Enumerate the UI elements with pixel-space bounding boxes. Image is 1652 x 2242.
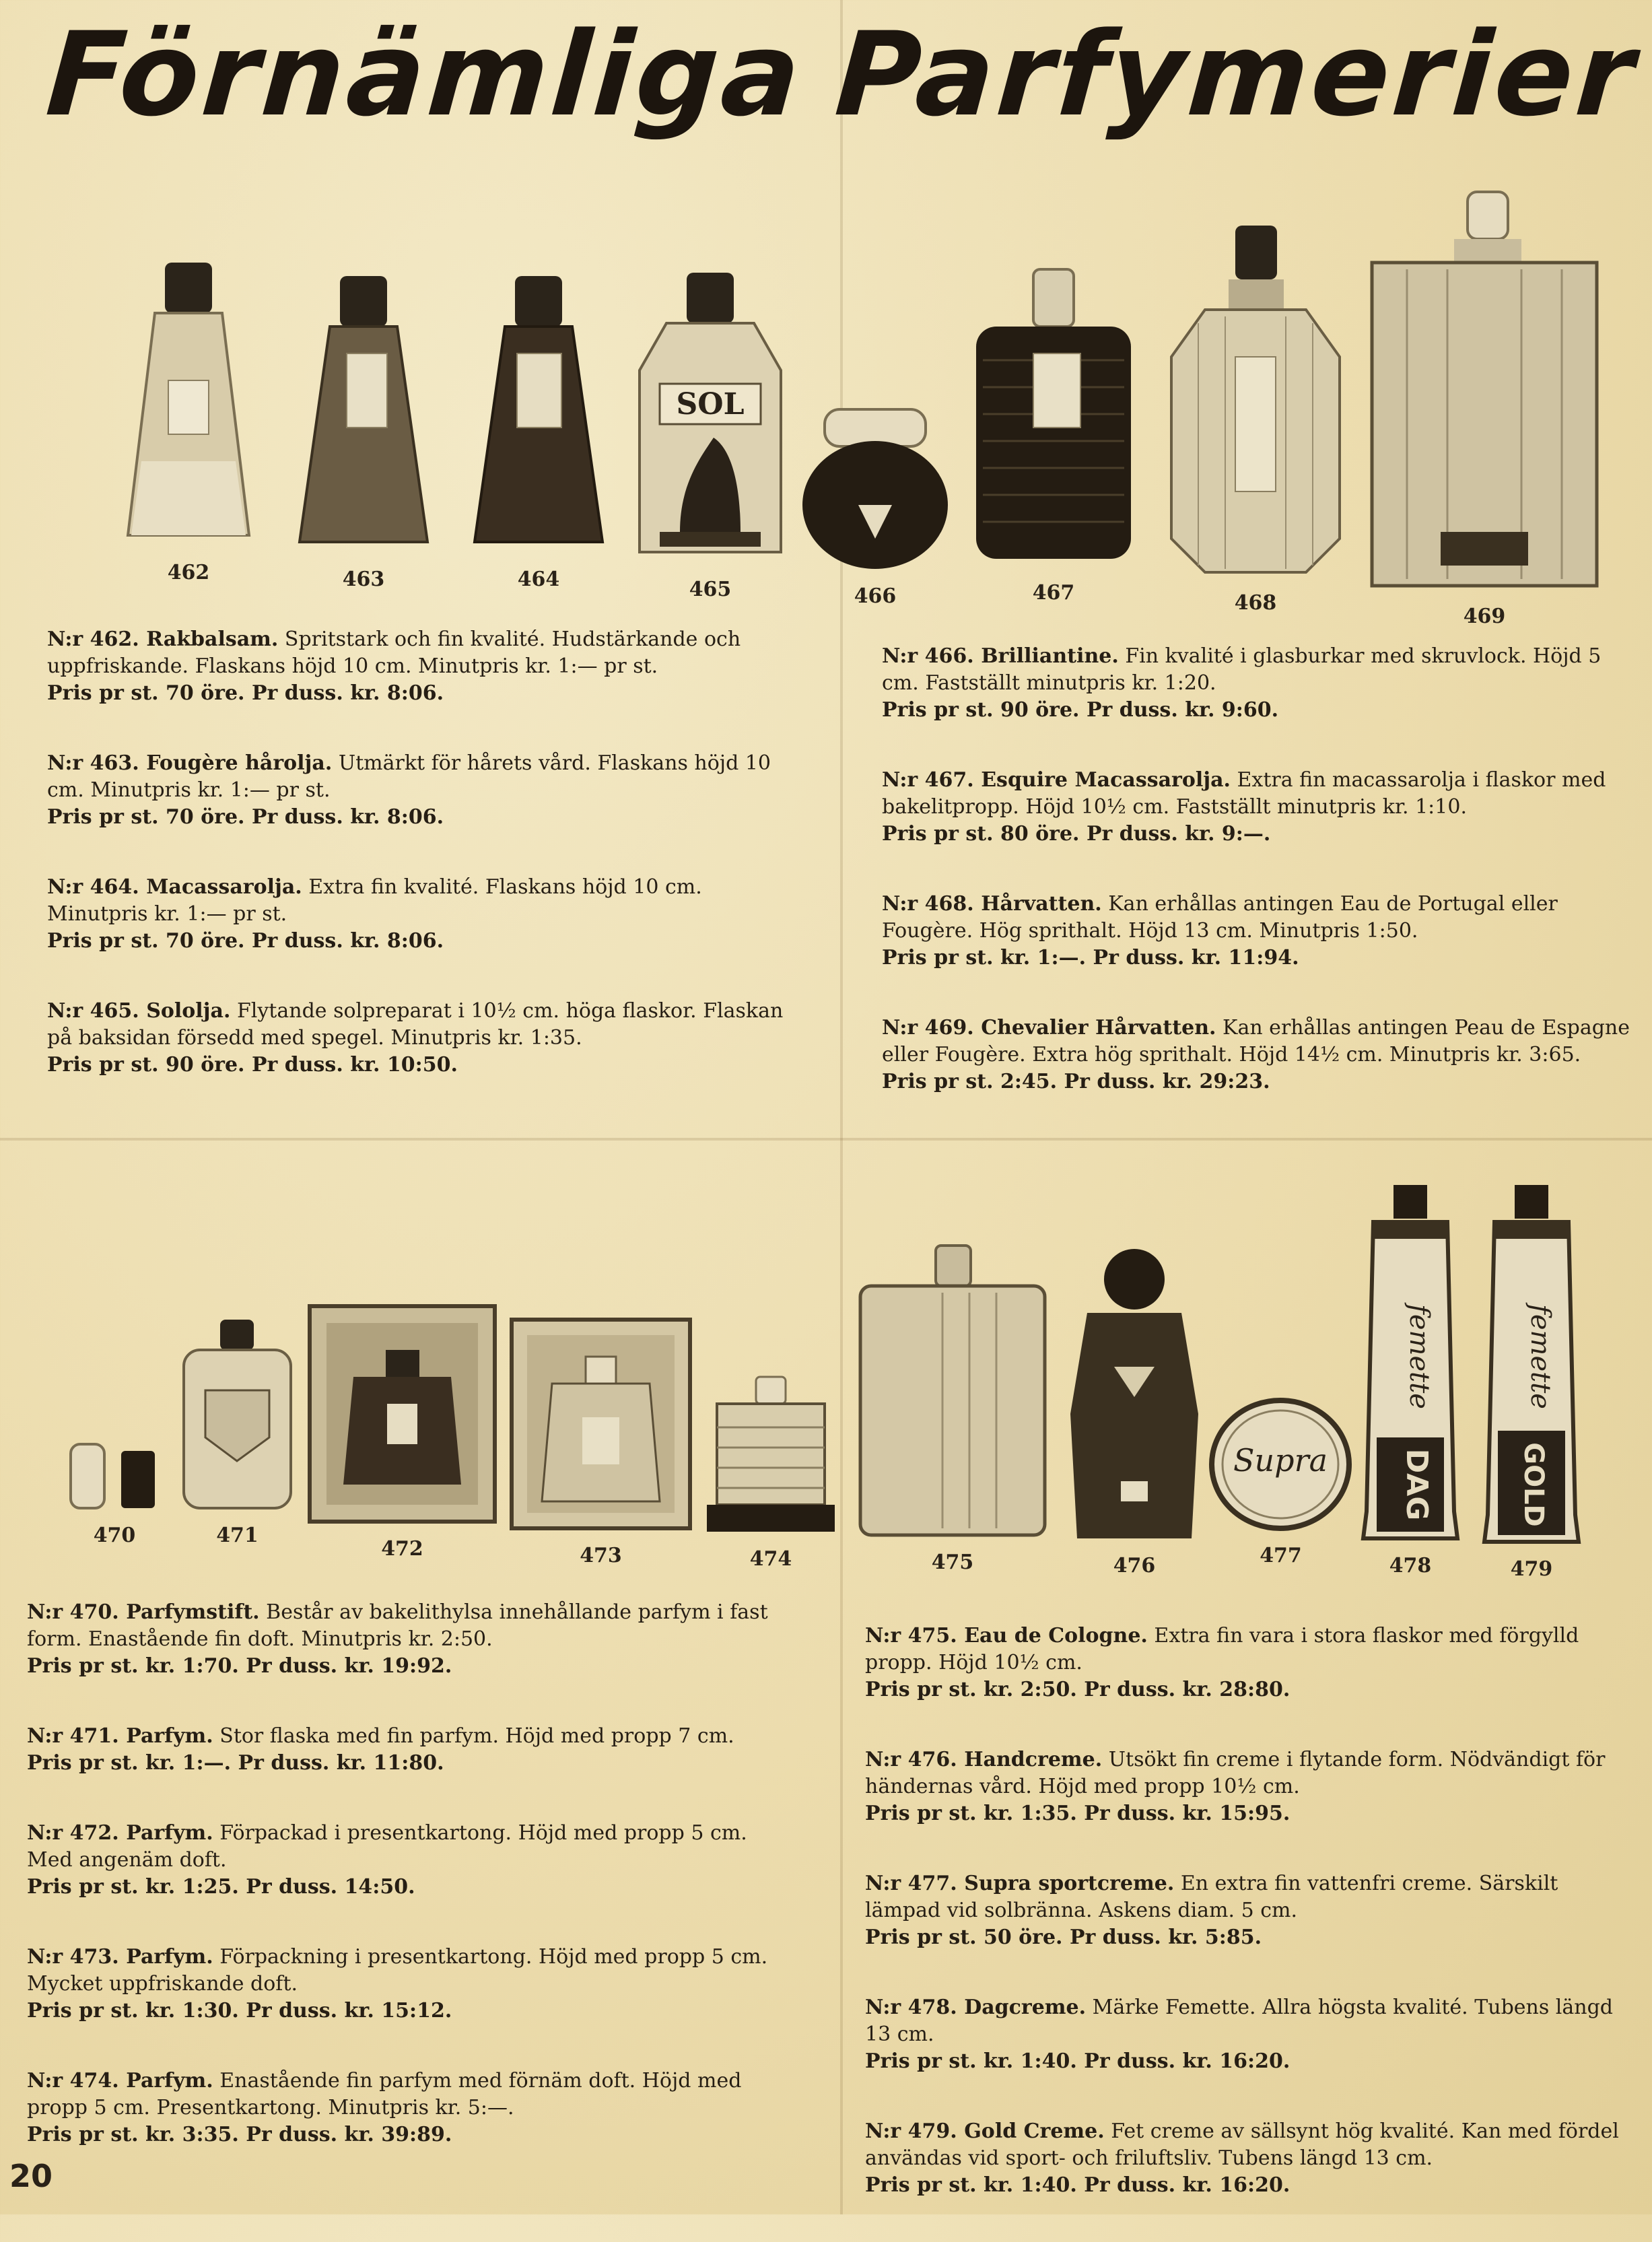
product-number: 476 [1113,1554,1156,1577]
product-465 [633,269,788,601]
product-462 [114,259,263,584]
product-number: 472 [381,1537,423,1561]
entry-470 [27,1599,788,1680]
sol-label: SOL [676,387,745,421]
entry-heading: N:r 468. Hårvatten. [882,892,1102,916]
entry-heading: N:r 463. Fougère hårolja. [47,751,333,775]
entry-text: Förpackning i presentkartong. Höjd med propp 5 cm. Mycket uppfriskande doft. [27,1945,768,1996]
parfym-gift-box-2-image [508,1316,693,1532]
gold-creme-tube-image [1481,1182,1582,1545]
product-number: 477 [1260,1544,1302,1567]
entry-heading: N:r 477. Supra sportcreme. [865,1872,1175,1895]
femette-label: femette [1404,1304,1435,1409]
product-479 [1481,1182,1582,1581]
product-number: 471 [216,1524,259,1547]
chevalier-bottle-image [1367,189,1602,592]
entry-469 [882,1015,1636,1095]
entry-heading: N:r 465. Sololja. [47,999,231,1023]
title-word-1: Förnämliga [42,6,808,142]
entry-heading: N:r 476. Handcreme. [865,1748,1103,1771]
entry-price: Pris pr st. kr. 1:30. Pr duss. kr. 15:12. [27,1999,452,2023]
entry-price: Pris pr st. 70 öre. Pr duss. kr. 8:06. [47,681,444,705]
product-473 [508,1316,693,1567]
description-column-top-right [882,643,1636,1139]
entry-477 [865,1870,1626,1951]
product-number: 465 [689,578,732,601]
product-number: 469 [1463,605,1506,628]
sololja-bottle-image [633,269,788,566]
product-number: 464 [517,568,560,591]
product-number: 468 [1234,591,1277,615]
entry-471 [27,1723,788,1777]
entry-price: Pris pr st. kr. 1:70. Pr duss. kr. 19:92. [27,1654,452,1678]
entry-476 [865,1746,1626,1827]
entry-price: Pris pr st. 80 öre. Pr duss. kr. 9:—. [882,822,1271,846]
entry-text: Enastående fin parfym med förnäm doft. Höjd med propp 5 cm. Presentkartong. Minutpris kr. 5:—. [27,2069,742,2119]
entry-heading: N:r 466. Brilliantine. [882,644,1119,668]
entry-price: Pris pr st. kr. 1:35. Pr duss. kr. 15:95. [865,1802,1290,1825]
product-466 [798,404,953,608]
dagcreme-tube-image [1360,1182,1461,1542]
entry-heading: N:r 472. Parfym. [27,1821,213,1845]
entry-heading: N:r 479. Gold Creme. [865,2119,1105,2143]
product-463 [289,273,438,591]
entry-heading: N:r 471. Parfym. [27,1724,213,1748]
entry-text: Flytande solpreparat i 10½ cm. höga flaskor. Flaskan på baksidan försedd med spegel. Minutpris kr. 1:35. [47,999,784,1050]
entry-price: Pris pr st. kr. 1:25. Pr duss. 14:50. [27,1875,415,1899]
entry-price: Pris pr st. 70 öre. Pr duss. kr. 8:06. [47,805,444,829]
entry-heading: N:r 470. Parfymstift. [27,1600,260,1624]
entry-462 [47,626,808,707]
entry-text: Består av bakelithylsa innehållande parfym i fast form. Enastående fin doft. Minutpris kr. 2:50. [27,1600,768,1651]
handcreme-bottle-image [1067,1246,1202,1542]
product-467 [969,266,1138,605]
entry-text: Extra fin kvalité. Flaskans höjd 10 cm. Minutpris kr. 1:— pr st. [47,875,702,926]
product-number: 473 [580,1544,622,1567]
eau-de-cologne-bottle-image [855,1242,1050,1538]
entry-466 [882,643,1636,724]
entry-text: Extra fin vara i stora flaskor med förgylld propp. Höjd 10½ cm. [865,1624,1579,1674]
entry-text: En extra fin vattenfri creme. Särskilt lämpad vid solbränna. Askens diam. 5 cm. [865,1872,1558,1922]
entry-text: Fet creme av sällsynt hög kvalité. Kan med fördel användas vid sport- och friluftsliv. Tubens längd 13 cm. [865,2119,1619,2170]
product-number: 463 [342,568,385,591]
supra-label: Supra [1233,1442,1328,1479]
product-number: 467 [1032,581,1075,605]
product-471 [178,1316,296,1547]
entry-heading: N:r 474. Parfym. [27,2069,213,2093]
product-464 [464,273,613,591]
entry-heading: N:r 464. Macassarolja. [47,875,302,899]
product-470 [64,1437,165,1547]
product-number: 479 [1510,1557,1553,1581]
entry-price: Pris pr st. kr. 1:40. Pr duss. kr. 16:20. [865,2173,1290,2197]
entry-heading: N:r 467. Esquire Macassarolja. [882,768,1231,792]
product-469 [1367,189,1602,628]
entry-price: Pris pr st. 70 öre. Pr duss. kr. 8:06. [47,929,444,953]
product-number: 478 [1389,1554,1432,1577]
entry-heading: N:r 475. Eau de Cologne. [865,1624,1148,1647]
entry-heading: N:r 462. Rakbalsam. [47,627,279,651]
entry-text: Förpackad i presentkartong. Höjd med propp 5 cm. Med angenäm doft. [27,1821,747,1872]
page-number: 20 [9,2158,53,2194]
entry-price: Pris pr st. kr. 1:—. Pr duss. kr. 11:80. [27,1751,444,1775]
entry-467 [882,767,1636,848]
entry-price: Pris pr st. kr. 1:—. Pr duss. kr. 11:94. [882,946,1299,970]
brilliantine-jar-image [798,404,953,572]
entry-478 [865,1994,1626,2075]
entry-heading: N:r 473. Parfym. [27,1945,213,1969]
parfym-large-bottle-image [178,1316,296,1511]
product-474 [703,1373,838,1571]
product-number: 470 [93,1524,136,1547]
entry-text: Spritstark och fin kvalité. Hudstärkande och uppfriskande. Flaskans höjd 10 cm. Minutpris kr. 1:— pr st. [47,627,741,678]
description-column-bottom-right [865,1623,1626,2242]
rakbalsam-bottle-image [114,259,263,549]
esquire-bottle-image [969,266,1138,569]
product-478 [1360,1182,1461,1577]
entry-463 [47,750,808,831]
product-number: 466 [854,584,897,608]
fougere-bottle-image [289,273,438,555]
entry-479 [865,2118,1626,2199]
parfymstift-image [64,1437,165,1511]
product-number: 462 [167,561,210,584]
product-number: 474 [749,1547,792,1571]
entry-472 [27,1820,788,1901]
entry-text: Utsökt fin creme i flytande form. Nödvändigt för händernas vård. Höjd med propp 10½ cm. [865,1748,1606,1798]
dag-label: DAG [1400,1448,1434,1521]
entry-474 [27,2068,788,2148]
description-column-bottom-left [27,1599,788,2192]
harvatten-bottle-image [1165,222,1346,579]
product-477 [1208,1397,1353,1567]
entry-475 [865,1623,1626,1703]
entry-price: Pris pr st. kr. 1:40. Pr duss. kr. 16:20. [865,2049,1290,2073]
entry-price: Pris pr st. 90 öre. Pr duss. kr. 9:60. [882,698,1279,722]
entry-465 [47,998,808,1079]
entry-heading: N:r 478. Dagcreme. [865,1996,1087,2019]
entry-price: Pris pr st. 2:45. Pr duss. kr. 29:23. [882,1070,1270,1093]
entry-price: Pris pr st. kr. 3:35. Pr duss. kr. 39:89. [27,2123,452,2146]
product-475 [855,1242,1050,1574]
entry-468 [882,891,1636,972]
parfym-gift-box-image [306,1303,498,1525]
entry-464 [47,874,808,955]
femette-label: femette [1525,1304,1556,1409]
entry-text: Kan erhållas antingen Eau de Portugal eller Fougère. Hög sprithalt. Höjd 13 cm. Minutpris 1:50. [882,892,1558,943]
gold-label: GOLD [1518,1442,1549,1527]
entry-price: Pris pr st. 50 öre. Pr duss. kr. 5:85. [865,1926,1262,1949]
title-word-2: Parfymerier [831,6,1641,142]
entry-text: Extra fin macassarolja i flaskor med bakelitpropp. Höjd 10½ cm. Fastställt minutpris kr. 1:10. [882,768,1606,819]
entry-text: Fin kvalité i glasburkar med skruvlock. Höjd 5 cm. Fastställt minutpris kr. 1:20. [882,644,1602,695]
product-468 [1165,222,1346,615]
supra-tin-image [1208,1397,1353,1532]
page-title [42,6,1641,142]
product-number: 475 [931,1551,974,1574]
entry-text: Märke Femette. Allra högsta kvalité. Tubens längd 13 cm. [865,1996,1614,2046]
entry-text: Utmärkt för hårets vård. Flaskans höjd 10 cm. Minutpris kr. 1:— pr st. [47,751,771,802]
product-476 [1067,1246,1202,1577]
entry-text: Kan erhållas antingen Peau de Espagne eller Fougère. Extra hög sprithalt. Höjd 14½ cm. Minutpris kr. 3:65. [882,1016,1630,1066]
entry-heading: N:r 469. Chevalier Hårvatten. [882,1016,1216,1040]
entry-price: Pris pr st. 90 öre. Pr duss. kr. 10:50. [47,1053,458,1077]
parfym-fine-bottle-image [703,1373,838,1535]
entry-text: Stor flaska med fin parfym. Höjd med propp 7 cm. [219,1724,734,1748]
product-472 [306,1303,498,1561]
macassarolja-bottle-image [464,273,613,555]
paper-fold-vertical [840,0,843,2214]
entry-473 [27,1944,788,2025]
entry-price: Pris pr st. kr. 2:50. Pr duss. kr. 28:80. [865,1678,1290,1701]
description-column-top-left [47,626,808,1122]
